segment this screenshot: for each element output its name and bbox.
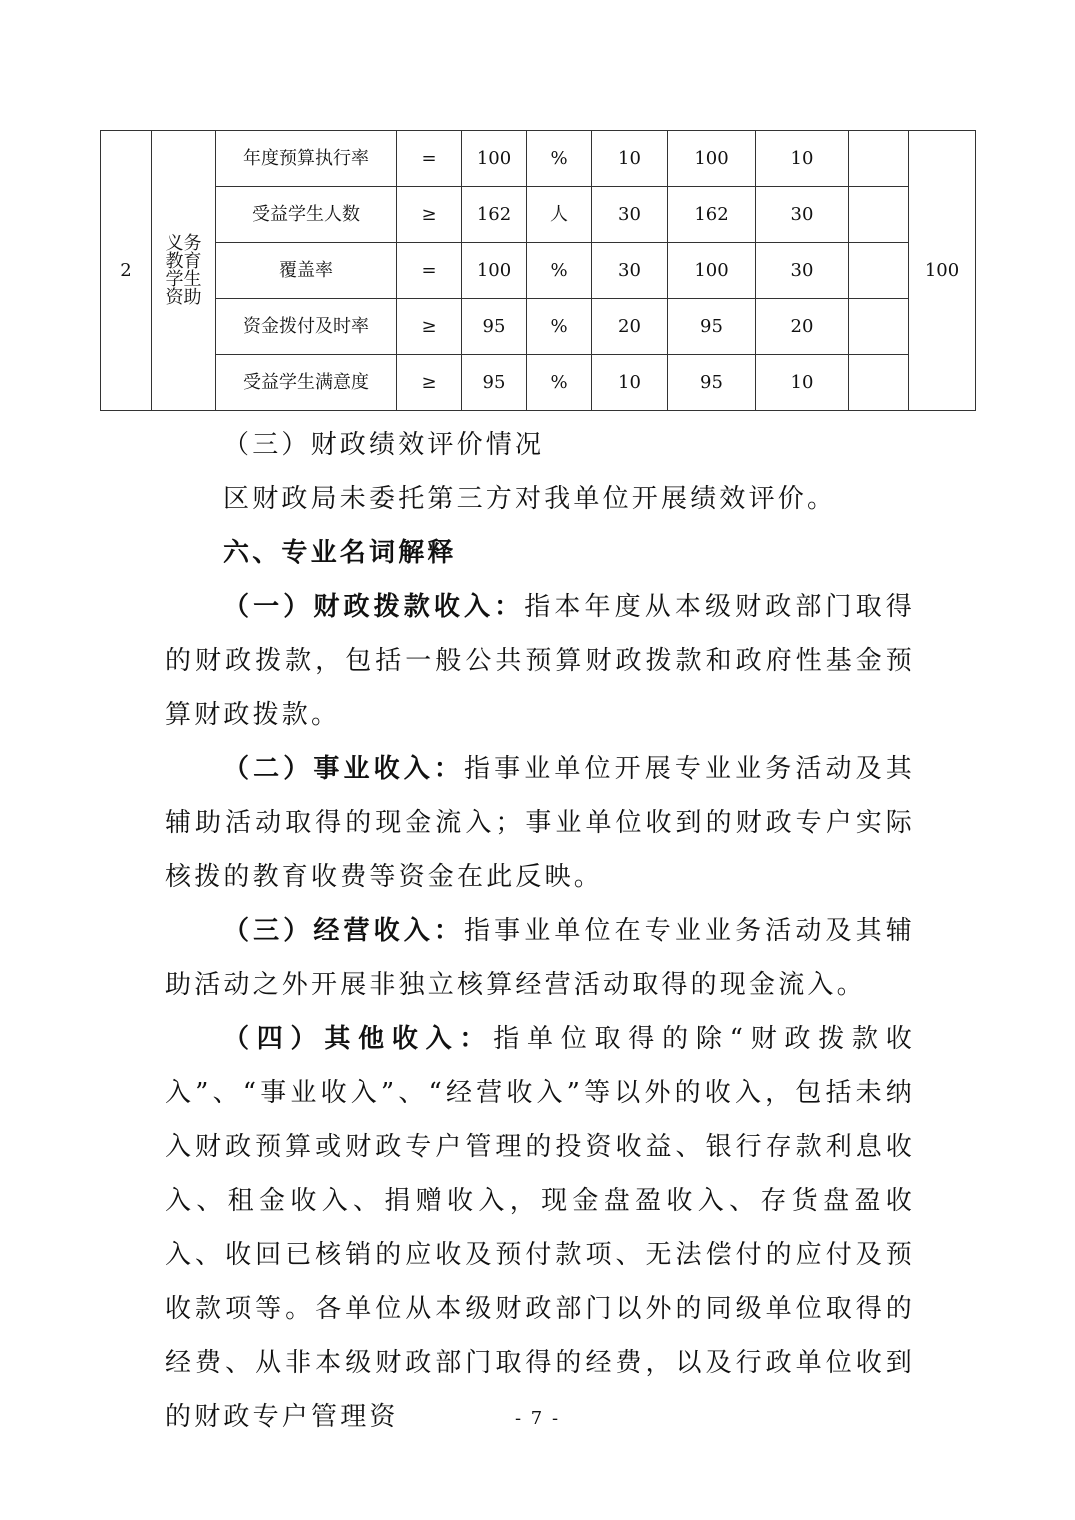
page-number: - 7 - (514, 1408, 561, 1429)
actual-cell: 95 (668, 299, 756, 355)
unit-cell: % (527, 299, 592, 355)
target-cell: 95 (462, 299, 527, 355)
table-row (101, 299, 976, 355)
unit-cell: % (527, 355, 592, 411)
term-paragraph (165, 1012, 915, 1444)
table-row (101, 355, 976, 411)
section-6-heading: 六、专业名词解释 (223, 538, 457, 568)
document-body (165, 418, 915, 1444)
term-label: （一）财政拨款收入： (223, 592, 525, 622)
score-cell: 10 (756, 355, 849, 411)
term-label: （二）事业收入： (223, 754, 465, 784)
indicator-cell: 受益学生人数 (216, 187, 397, 243)
target-cell: 95 (462, 355, 527, 411)
note-cell (849, 243, 909, 299)
project-name-line: 义务 (165, 232, 202, 254)
score-cell: 10 (756, 131, 849, 187)
term-text: 指本年度从本级财政部门取得的财政拨款，包括一般公共预算财政拨款和政府性基金预算财政拨款。 (165, 592, 915, 730)
target-cell: 100 (462, 131, 527, 187)
note-cell (849, 299, 909, 355)
indicator-cell: 资金拨付及时率 (216, 299, 397, 355)
table-row (101, 243, 976, 299)
actual-cell: 100 (668, 243, 756, 299)
unit-cell: % (527, 243, 592, 299)
term-label: （三）经营收入： (223, 916, 465, 946)
weight-cell: 30 (592, 243, 668, 299)
term-paragraph (165, 904, 915, 1012)
actual-cell: 162 (668, 187, 756, 243)
note-cell (849, 131, 909, 187)
actual-cell: 100 (668, 131, 756, 187)
actual-cell: 95 (668, 355, 756, 411)
target-cell: 162 (462, 187, 527, 243)
seq-cell: 2 (101, 131, 152, 411)
term-paragraph (165, 742, 915, 904)
note-cell (849, 187, 909, 243)
operator-cell: ≥ (397, 187, 462, 243)
term-text: 指事业单位在专业业务活动及其辅助活动之外开展非独立核算经营活动取得的现金流入。 (165, 916, 915, 1000)
project-name-cell (152, 131, 216, 411)
project-name-line: 教育 (165, 250, 202, 272)
term-text: 指事业单位开展专业业务活动及其辅助活动取得的现金流入；事业单位收到的财政专户实际核拨的教育收费等资金在此反映。 (165, 754, 915, 892)
project-name-line: 学生 (165, 268, 202, 290)
weight-cell: 30 (592, 187, 668, 243)
performance-table (100, 130, 976, 411)
project-name-line: 资助 (165, 286, 202, 308)
target-cell: 100 (462, 243, 527, 299)
weight-cell: 10 (592, 355, 668, 411)
operator-cell: ≥ (397, 355, 462, 411)
note-cell (849, 355, 909, 411)
unit-cell: 人 (527, 187, 592, 243)
operator-cell: = (397, 243, 462, 299)
indicator-cell: 年度预算执行率 (216, 131, 397, 187)
term-text: 指单位取得的除“财政拨款收入”、“事业收入”、“经营收入”等以外的收入，包括未纳入财政预算或财政专户管理的投资收益、银行存款利息收入、租金收入、捐赠收入，现金盘盈收入、存货盘盈收入、收回已核销的应收及预付款项、无法偿付的应付及预收款项等。各单位从本级财政部门以外的同级单位取得的经费、从非本级财政部门取得的经费，以及行政单位收到的财政专户管理资 (165, 1024, 915, 1432)
indicator-cell: 受益学生满意度 (216, 355, 397, 411)
total-score-cell: 100 (909, 131, 976, 411)
term-label: （四）其他收入： (223, 1024, 494, 1054)
score-cell: 30 (756, 243, 849, 299)
section-3-heading: （三）财政绩效评价情况 (223, 430, 545, 460)
unit-cell: % (527, 131, 592, 187)
score-cell: 20 (756, 299, 849, 355)
weight-cell: 20 (592, 299, 668, 355)
operator-cell: ≥ (397, 299, 462, 355)
term-paragraph (165, 580, 915, 742)
weight-cell: 10 (592, 131, 668, 187)
section-3-body: 区财政局未委托第三方对我单位开展绩效评价。 (223, 484, 837, 514)
score-cell: 30 (756, 187, 849, 243)
table-row (101, 131, 976, 187)
operator-cell: = (397, 131, 462, 187)
indicator-cell: 覆盖率 (216, 243, 397, 299)
table-row (101, 187, 976, 243)
